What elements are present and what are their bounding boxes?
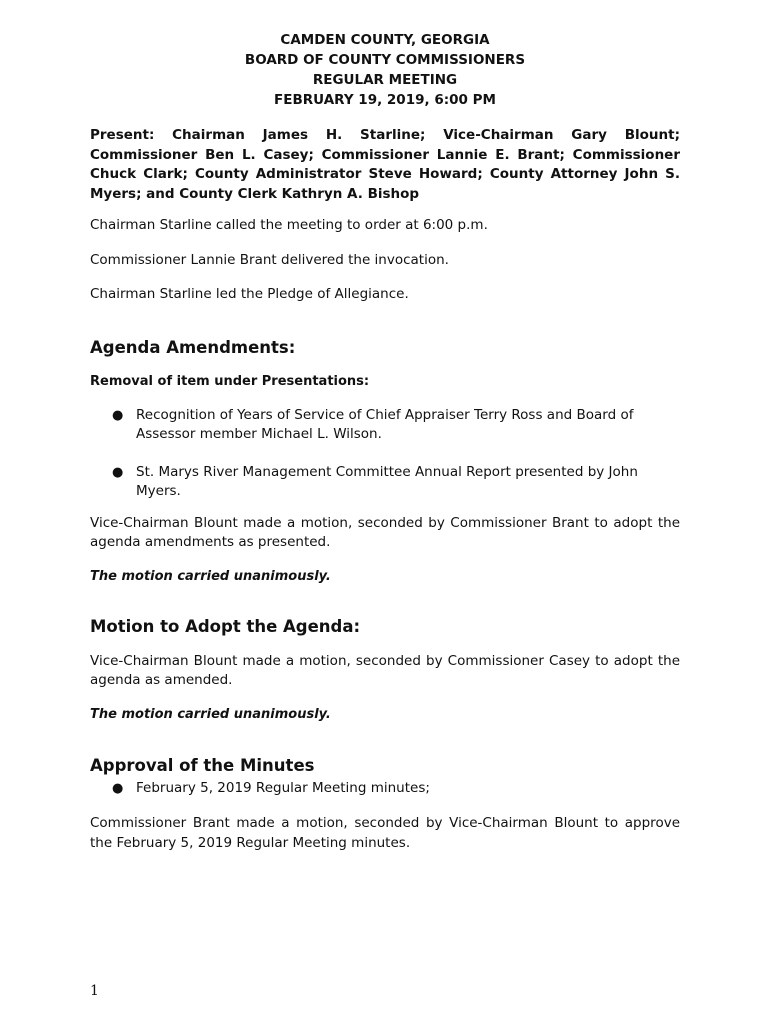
county-name: CAMDEN COUNTY, GEORGIA	[280, 32, 490, 48]
bullet-icon: ●	[112, 464, 124, 480]
bullet-icon: ●	[112, 407, 124, 423]
list-item: ● St. Marys River Management Committee Annual Report presented by John Myers.	[112, 463, 638, 499]
pledge-text: Chairman Starline led the Pledge of Allegiance.	[90, 286, 409, 302]
attendance-paragraph: Present: Chairman James H. Starline; Vice-Chairman Gary Blount; Commissioner Ben L. Casey; Commissioner Lannie E. Brant; Commissioner Chuck Clark; County Administrator Steve Howard; County Attorney John S. Myers; and County Clerk Kathryn A. Bishop	[90, 127, 680, 202]
page-number: 1	[90, 983, 99, 999]
meeting-type: REGULAR MEETING	[312, 72, 458, 88]
adopt-agenda-heading: Motion to Adopt the Agenda:	[90, 616, 361, 636]
adopt-agenda-motion-result: The motion carried unanimously.	[90, 706, 331, 722]
call-to-order-text: Chairman Starline called the meeting to order at 6:00 p.m.	[90, 217, 488, 233]
amendments-motion-text: Vice-Chairman Blount made a motion, seconded by Commissioner Brant to adopt the agenda amendments as presented.	[90, 514, 680, 550]
invocation-text: Commissioner Lannie Brant delivered the invocation.	[90, 251, 449, 268]
removal-subheading: Removal of item under Presentations:	[90, 373, 370, 389]
minutes-heading: Approval of the Minutes	[90, 755, 315, 775]
document-header	[90, 30, 680, 110]
bullet-icon: ●	[112, 780, 124, 796]
board-name: BOARD OF COUNTY COMMISSIONERS	[244, 52, 526, 68]
minutes-motion-text: Commissioner Brant made a motion, seconded by Vice-Chairman Blount to approve the February 5, 2019 Regular Meeting minutes.	[90, 815, 680, 851]
amendments-motion-result: The motion carried unanimously.	[90, 568, 331, 584]
agenda-amendments-heading: Agenda Amendments:	[90, 337, 296, 357]
minutes-list	[90, 779, 680, 799]
removed-items-list	[90, 406, 680, 502]
document-page	[90, 30, 680, 853]
meeting-date: FEBRUARY 19, 2019, 6:00 PM	[274, 92, 496, 108]
list-item: ● Recognition of Years of Service of Chief Appraiser Terry Ross and Board of Assessor member Michael L. Wilson.	[112, 406, 634, 442]
adopt-agenda-motion-text: Vice-Chairman Blount made a motion, seconded by Commissioner Casey to adopt the agenda as amended.	[90, 652, 680, 688]
list-item: ● February 5, 2019 Regular Meeting minutes;	[90, 779, 680, 799]
